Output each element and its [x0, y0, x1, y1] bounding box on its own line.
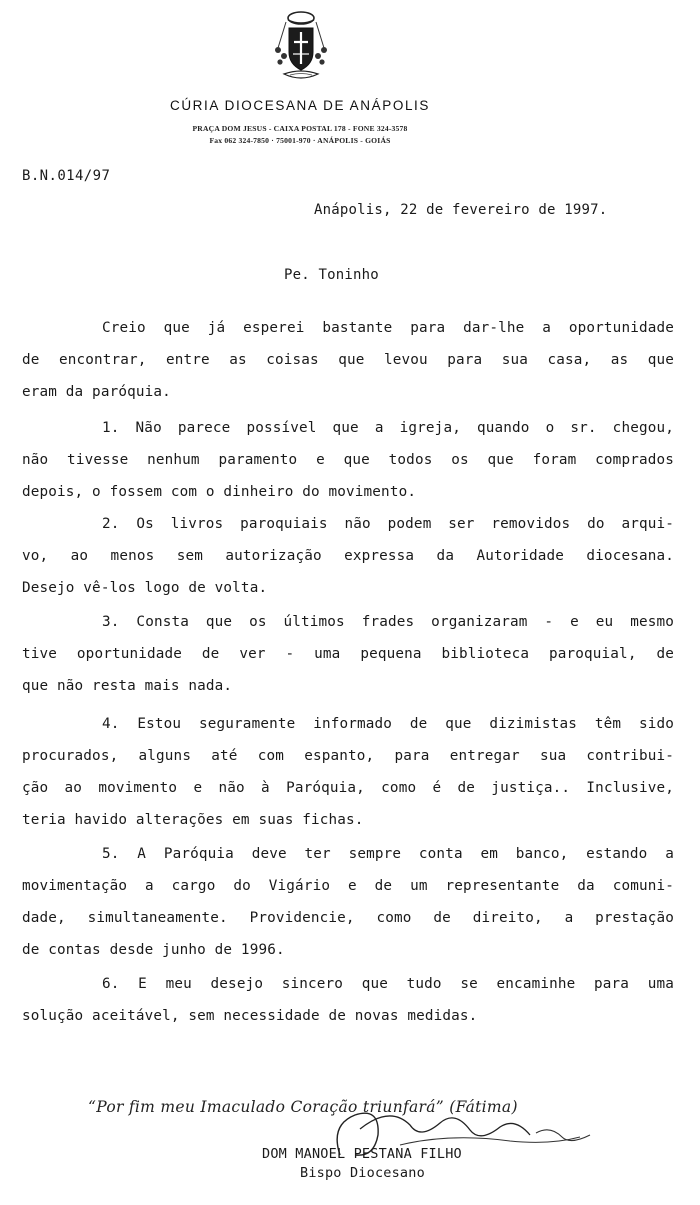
- paragraph-line: 1. Não parece possível que a igreja, quando o sr. chegou,: [102, 420, 674, 436]
- paragraph-line: 4. Estou seguramente informado de que dizimistas têm sido: [102, 716, 674, 732]
- paragraph-line: eram da paróquia.: [22, 384, 171, 400]
- letter-paragraph-2: [22, 508, 674, 604]
- letter-paragraph-4: [22, 708, 674, 836]
- letterhead-address-line: PRAÇA DOM JESUS - CAIXA POSTAL 178 - FONE 324-3578: [192, 124, 408, 133]
- paragraph-line: procurados, alguns até com espanto, para entregar sua contribui-: [22, 748, 674, 764]
- date-line: Anápolis, 22 de fevereiro de 1997.: [314, 202, 608, 218]
- paragraph-line: 6. E meu desejo sincero que tudo se encaminhe para uma: [102, 976, 674, 992]
- paragraph-line: de contas desde junho de 1996.: [22, 942, 285, 958]
- letterhead-contact-line: Fax 062 324-7850 · 75001-970 · ANÁPOLIS - GOIÁS: [209, 136, 391, 145]
- paragraph-line: solução aceitável, sem necessidade de novas medidas.: [22, 1008, 478, 1024]
- paragraph-line: teria havido alterações em suas fichas.: [22, 812, 364, 828]
- letter-paragraph-3: [22, 606, 674, 702]
- letter-paragraph-intro: [22, 312, 674, 408]
- paragraph-line: de encontrar, entre as coisas que levou para sua casa, as que: [22, 352, 674, 368]
- salutation: Pe. Toninho: [284, 267, 379, 283]
- signer-name: DOM MANOEL PESTANA FILHO: [262, 1146, 462, 1162]
- paragraph-line: 5. A Paróquia deve ter sempre conta em banco, estando a: [102, 846, 674, 862]
- letter-paragraph-5: [22, 838, 674, 966]
- paragraph-line: que não resta mais nada.: [22, 678, 233, 694]
- paragraph-line: vo, ao menos sem autorização expressa da Autoridade diocesana.: [22, 548, 674, 564]
- coat-of-arms-icon: [270, 8, 332, 86]
- closing-motto: “Por fim meu Imaculado Coração triunfará” (Fátima): [88, 1098, 518, 1116]
- paragraph-line: movimentação a cargo do Vigário e de um representante da comuni-: [22, 878, 674, 894]
- paragraph-line: depois, o fossem com o dinheiro do movimento.: [22, 484, 417, 500]
- paragraph-line: tive oportunidade de ver - uma pequena biblioteca paroquial, de: [22, 646, 674, 662]
- letter-paragraph-6: [22, 968, 674, 1032]
- signer-title: Bispo Diocesano: [300, 1165, 425, 1181]
- paragraph-line: Creio que já esperei bastante para dar-lhe a oportunidade: [102, 320, 674, 336]
- letter-paragraph-1: [22, 412, 674, 508]
- paragraph-line: Desejo vê-los logo de volta.: [22, 580, 268, 596]
- paragraph-line: 3. Consta que os últimos frades organizaram - e eu mesmo: [102, 614, 674, 630]
- paragraph-line: não tivesse nenhum paramento e que todos os que foram comprados: [22, 452, 674, 468]
- paragraph-line: 2. Os livros paroquiais não podem ser removidos do arqui-: [102, 516, 674, 532]
- paragraph-line: ção ao movimento e não à Paróquia, como é de justiça.. Inclusive,: [22, 780, 674, 796]
- reference-number: B.N.014/97: [22, 168, 111, 184]
- paragraph-line: dade, simultaneamente. Providencie, como de direito, a prestação: [22, 910, 674, 926]
- curia-name: CÚRIA DIOCESANA DE ANÁPOLIS: [169, 98, 431, 113]
